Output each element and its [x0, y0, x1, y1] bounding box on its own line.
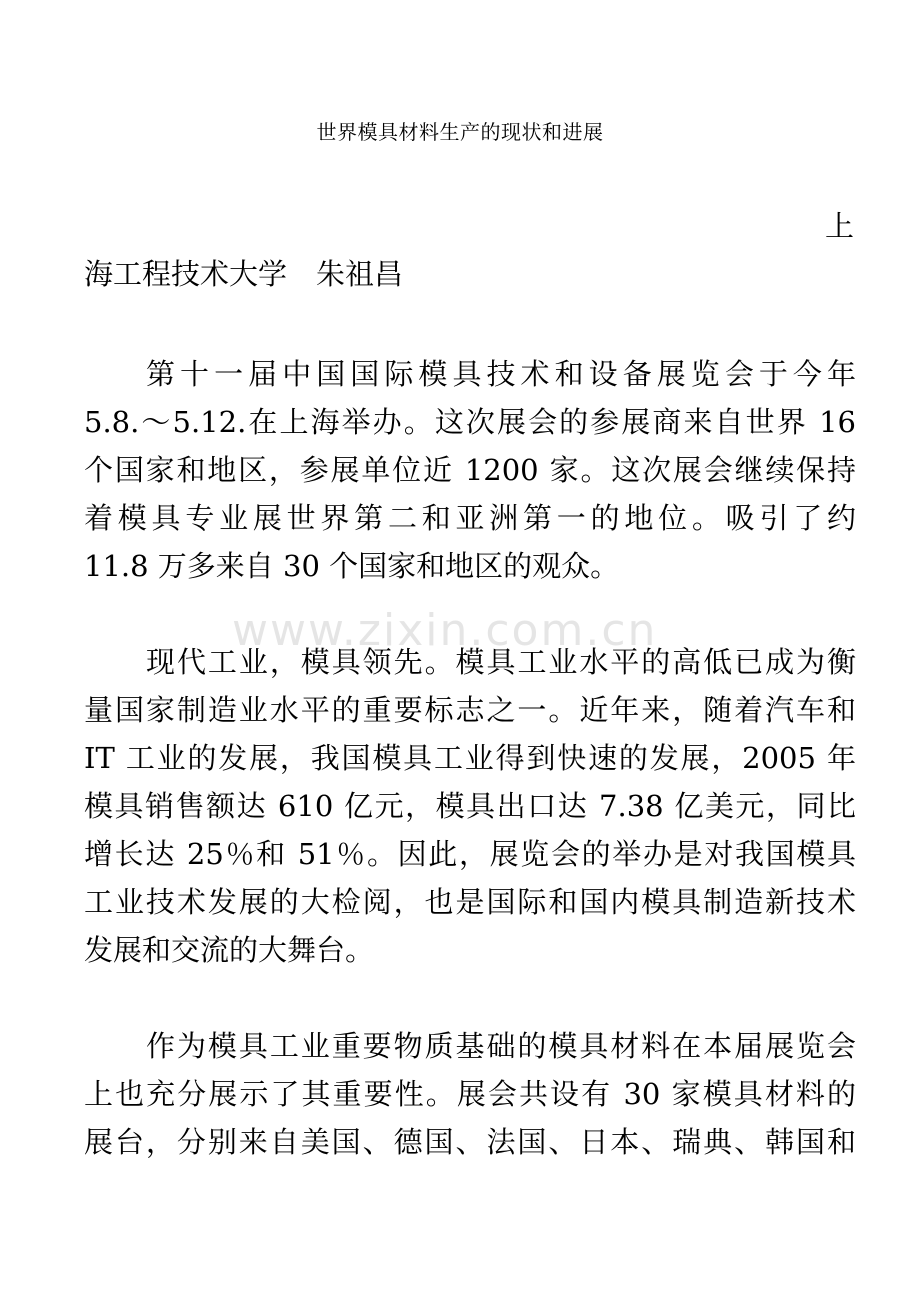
paragraph-line: 展台，分别来自美国、德国、法国、日本、瑞典、韩国和	[84, 1125, 856, 1159]
author-affiliation-start: 上	[824, 209, 854, 243]
paragraph-line: IT 工业的发展，我国模具工业得到快速的发展，2005 年	[84, 741, 856, 775]
paragraph-line: 个国家和地区，参展单位近 1200 家。这次展会继续保持	[84, 453, 856, 487]
paragraph-line: 模具销售额达 610 亿元，模具出口达 7.38 亿美元，同比	[84, 789, 856, 823]
paragraph-line: 量国家制造业水平的重要标志之一。近年来，随着汽车和	[84, 693, 856, 727]
paragraph-line: 11.8 万多来自 30 个国家和地区的观众。	[84, 549, 620, 583]
paragraph-line: 5.8.～5.12.在上海举办。这次展会的参展商来自世界 16	[84, 405, 856, 439]
paragraph-2	[84, 638, 856, 974]
watermark: www.zixin.com.cn	[232, 605, 658, 656]
paragraph-line: 工业技术发展的大检阅，也是国际和国内模具制造新技术	[84, 885, 856, 919]
author-affiliation-and-name: 海工程技术大学 朱祖昌	[84, 257, 404, 291]
paragraph-line: 增长达 25％和 51％。因此，展览会的举办是对我国模具	[84, 837, 856, 871]
paragraph-3	[84, 1022, 856, 1166]
paragraph-line: 着模具专业展世界第二和亚洲第一的地位。吸引了约	[84, 501, 856, 535]
document-title: 世界模具材料生产的现状和进展	[316, 120, 604, 144]
paragraph-line: 第十一届中国国际模具技术和设备展览会于今年	[146, 357, 856, 391]
paragraph-1	[84, 350, 856, 590]
paragraph-line: 现代工业，模具领先。模具工业水平的高低已成为衡	[146, 645, 856, 679]
paragraph-line: 发展和交流的大舞台。	[84, 933, 375, 967]
paragraph-line: 作为模具工业重要物质基础的模具材料在本届展览会	[146, 1029, 856, 1063]
paragraph-line: 上也充分展示了其重要性。展会共设有 30 家模具材料的	[84, 1077, 856, 1111]
